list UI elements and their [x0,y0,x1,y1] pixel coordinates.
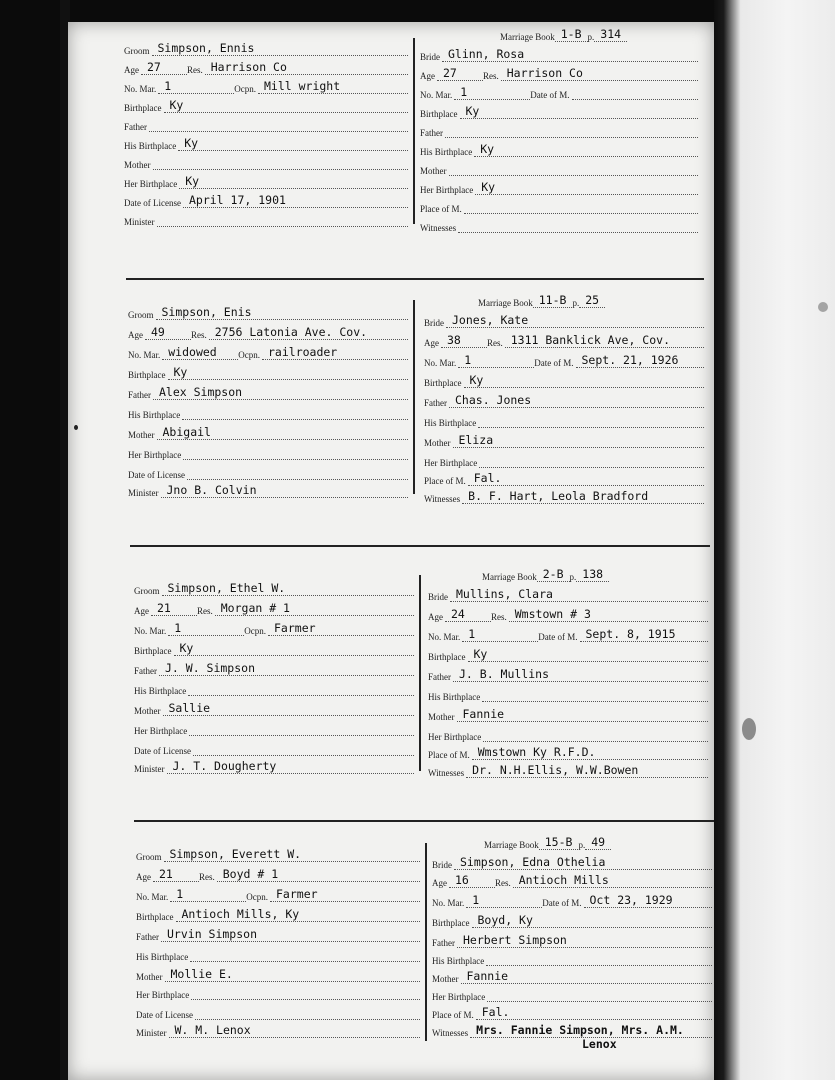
no-mar-label: No. Mar. [124,84,157,94]
his-birthplace-label: His Birthplace [136,952,189,962]
bride-residence: Wmstown # 3 [509,607,708,622]
marriage-book-number: 11-B [533,293,573,308]
age-label: Age [432,878,447,888]
bride-father [445,137,698,138]
his-birthplace-label: His Birthplace [432,956,485,966]
groom-birthplace: Ky [174,641,415,656]
marriage-book-page: 314 [594,27,627,42]
marriage-book-label: Marriage Book [478,298,533,308]
bride-date-of-m: Sept. 8, 1915 [580,627,709,642]
father-label: Father [136,932,159,942]
marriage-book-label: Marriage Book [482,572,537,582]
marriage-book-page: 138 [576,567,609,582]
page-label: p. [587,32,595,42]
groom-age: 49 [145,325,191,340]
groom-label: Groom [134,586,160,596]
witnesses-continuation: Lenox [582,1037,617,1051]
minister-label: Minister [124,217,155,227]
bride-mother: Fannie [457,707,709,722]
res-label: Res. [495,878,511,888]
date-of-license-label: Date of License [124,198,181,208]
bride-place-of-m: Fal. [468,471,704,486]
his-birthplace-label: His Birthplace [128,410,181,420]
his-birthplace-label: His Birthplace [134,686,187,696]
res-label: Res. [197,606,213,616]
bride-name: Glinn, Rosa [442,47,698,62]
age-label: Age [420,71,435,81]
father-label: Father [128,390,151,400]
bride-age: 24 [445,607,491,622]
father-label: Father [124,122,147,132]
groom-no-mar: 1 [158,79,234,94]
bride-her-birthplace: Ky [475,180,698,195]
bride-label: Bride [420,52,440,62]
birthplace-label: Birthplace [420,109,458,119]
groom-her-birthplace: Ky [179,174,408,189]
bride-his-birthplace [482,701,708,702]
bride-witnesses [458,232,698,233]
mother-label: Mother [128,430,155,440]
mother-label: Mother [134,706,161,716]
bride-mother [449,175,699,176]
groom-mother: Mollie E. [165,967,421,982]
res-label: Res. [491,612,507,622]
bride-birthplace: Ky [460,104,699,119]
no-mar-label: No. Mar. [424,358,457,368]
groom-father: Urvin Simpson [161,927,420,942]
date-of-m-label: Date of M. [542,898,582,908]
his-birthplace-label: His Birthplace [428,692,481,702]
groom-date-of-license [193,755,414,756]
place-of-m-label: Place of M. [424,476,466,486]
bride-father: J. B. Mullins [453,667,708,682]
marriage-book-label: Marriage Book [500,32,555,42]
res-label: Res. [487,338,503,348]
age-label: Age [134,606,149,616]
bride-name: Jones, Kate [446,313,704,328]
groom-no-mar: 1 [168,621,244,636]
bride-father: Herbert Simpson [457,933,712,948]
bride-no-mar: 1 [458,353,534,368]
res-label: Res. [191,330,207,340]
no-mar-label: No. Mar. [420,90,453,100]
marriage-book-number: 1-B [555,27,588,42]
date-of-m-label: Date of M. [534,358,574,368]
scan-right-margin [714,0,835,1080]
page-label: p. [572,298,580,308]
bride-place-of-m: Wmstown Ky R.F.D. [472,745,708,760]
bride-her-birthplace [483,741,708,742]
bride-birthplace: Ky [464,373,705,388]
groom-label: Groom [128,310,154,320]
groom-no-mar: 1 [170,887,246,902]
bride-place-of-m [464,213,698,214]
no-mar-label: No. Mar. [128,350,161,360]
bride-father: Chas. Jones [449,393,704,408]
bride-date-of-m: Oct 23, 1929 [584,893,713,908]
bride-date-of-m [572,99,699,100]
her-birthplace-label: Her Birthplace [124,179,178,189]
mother-label: Mother [432,974,459,984]
bride-label: Bride [428,592,448,602]
father-label: Father [134,666,157,676]
groom-date-of-license [187,479,408,480]
groom-age: 27 [141,60,187,75]
groom-father [149,131,408,132]
groom-her-birthplace [191,999,420,1000]
place-of-m-label: Place of M. [432,1010,474,1020]
his-birthplace-label: His Birthplace [424,418,477,428]
birthplace-label: Birthplace [124,103,162,113]
bride-birthplace: Boyd, Ky [472,913,713,928]
groom-occupation: Farmer [270,887,420,902]
groom-occupation: Farmer [268,621,414,636]
place-of-m-label: Place of M. [420,204,462,214]
groom-label: Groom [124,46,150,56]
birthplace-label: Birthplace [134,646,172,656]
minister-label: Minister [128,488,159,498]
groom-birthplace: Antioch Mills, Ky [176,907,421,922]
bride-birthplace: Ky [468,647,709,662]
bride-her-birthplace [487,1001,712,1002]
res-label: Res. [483,71,499,81]
bride-mother: Fannie [461,969,713,984]
bride-residence: 1311 Banklick Ave, Cov. [505,333,704,348]
mother-label: Mother [136,972,163,982]
groom-residence: Boyd # 1 [217,867,420,882]
marriage-book-page: 25 [579,293,605,308]
bride-age: 27 [437,66,483,81]
groom-mother: Abigail [157,425,409,440]
groom-his-birthplace [182,419,408,420]
no-mar-label: No. Mar. [432,898,465,908]
groom-mother [153,169,409,170]
bride-residence: Antioch Mills [513,873,712,888]
groom-label: Groom [136,852,162,862]
father-label: Father [424,398,447,408]
date-of-license-label: Date of License [128,470,185,480]
bride-label: Bride [424,318,444,328]
ocpn-label: Ocpn. [246,892,268,902]
her-birthplace-label: Her Birthplace [432,992,486,1002]
birthplace-label: Birthplace [136,912,174,922]
bride-label: Bride [432,860,452,870]
groom-name: Simpson, Ennis [152,41,409,56]
his-birthplace-label: His Birthplace [420,147,473,157]
mother-label: Mother [124,160,151,170]
her-birthplace-label: Her Birthplace [424,458,478,468]
record-divider [134,820,714,822]
column-divider [413,300,415,494]
date-of-license-label: Date of License [136,1010,193,1020]
scan-speck [818,302,828,312]
marriage-book-number: 2-B [537,567,570,582]
groom-his-birthplace: Ky [178,136,408,151]
bride-mother: Eliza [453,433,705,448]
bride-witnesses: B. F. Hart, Leola Bradford [462,489,704,504]
father-label: Father [420,128,443,138]
res-label: Res. [187,65,203,75]
marriage-book-label: Marriage Book [484,840,539,850]
marriage-book-number: 15-B [539,835,579,850]
her-birthplace-label: Her Birthplace [420,185,474,195]
age-label: Age [128,330,143,340]
age-label: Age [424,338,439,348]
age-label: Age [428,612,443,622]
groom-mother: Sallie [163,701,415,716]
bride-place-of-m: Fal. [476,1005,712,1020]
groom-residence: Morgan # 1 [215,601,414,616]
no-mar-label: No. Mar. [428,632,461,642]
date-of-m-label: Date of M. [538,632,578,642]
bride-age: 38 [441,333,487,348]
groom-occupation: railroader [262,345,408,360]
groom-age: 21 [151,601,197,616]
scan-dot [74,425,78,430]
groom-minister: Jno B. Colvin [161,483,409,498]
her-birthplace-label: Her Birthplace [136,990,190,1000]
column-divider [425,843,427,1041]
father-label: Father [428,672,451,682]
groom-minister [157,226,409,227]
groom-date-of-license: April 17, 1901 [183,193,408,208]
groom-her-birthplace [183,459,408,460]
groom-age: 21 [153,867,199,882]
minister-label: Minister [136,1028,167,1038]
record-divider [130,545,710,547]
bride-no-mar: 1 [462,627,538,642]
column-divider [419,575,421,771]
groom-minister: J. T. Dougherty [167,759,415,774]
age-label: Age [124,65,139,75]
witnesses-label: Witnesses [424,494,461,504]
birthplace-label: Birthplace [424,378,462,388]
groom-father: J. W. Simpson [159,661,414,676]
column-divider [413,38,415,224]
groom-residence: 2756 Latonia Ave. Cov. [209,325,408,340]
groom-name: Simpson, Everett W. [164,847,421,862]
father-label: Father [432,938,455,948]
page-label: p. [578,840,586,850]
ocpn-label: Ocpn. [238,350,260,360]
bride-her-birthplace [479,467,704,468]
her-birthplace-label: Her Birthplace [128,450,182,460]
bride-no-mar: 1 [466,893,542,908]
bride-name: Simpson, Edna Othelia [454,855,712,870]
groom-date-of-license [195,1019,420,1020]
record-divider [126,278,704,280]
groom-residence: Harrison Co [205,60,408,75]
ocpn-label: Ocpn. [244,626,266,636]
witnesses-label: Witnesses [428,768,465,778]
mother-label: Mother [428,712,455,722]
groom-name: Simpson, Ethel W. [162,581,415,596]
date-of-m-label: Date of M. [530,90,570,100]
his-birthplace-label: His Birthplace [124,141,177,151]
groom-name: Simpson, Enis [156,305,409,320]
age-label: Age [136,872,151,882]
her-birthplace-label: Her Birthplace [428,732,482,742]
bride-date-of-m: Sept. 21, 1926 [576,353,705,368]
birthplace-label: Birthplace [432,918,470,928]
groom-father: Alex Simpson [153,385,408,400]
res-label: Res. [199,872,215,882]
groom-minister: W. M. Lenox [169,1023,421,1038]
bride-witnesses: Mrs. Fannie Simpson, Mrs. A.M. [470,1023,712,1038]
witnesses-label: Witnesses [432,1028,469,1038]
place-of-m-label: Place of M. [428,750,470,760]
bride-his-birthplace [486,965,712,966]
witnesses-label: Witnesses [420,223,457,233]
date-of-license-label: Date of License [134,746,191,756]
birthplace-label: Birthplace [428,652,466,662]
groom-occupation: Mill wright [258,79,408,94]
mother-label: Mother [420,166,447,176]
minister-label: Minister [134,764,165,774]
scan-smudge [742,718,756,740]
bride-his-birthplace: Ky [474,142,698,157]
ocpn-label: Ocpn. [234,84,256,94]
groom-birthplace: Ky [168,365,409,380]
groom-his-birthplace [188,695,414,696]
her-birthplace-label: Her Birthplace [134,726,188,736]
bride-no-mar: 1 [454,85,530,100]
bride-his-birthplace [478,427,704,428]
groom-his-birthplace [190,961,420,962]
no-mar-label: No. Mar. [136,892,169,902]
bride-witnesses: Dr. N.H.Ellis, W.W.Bowen [466,763,708,778]
bride-name: Mullins, Clara [450,587,708,602]
birthplace-label: Birthplace [128,370,166,380]
bride-residence: Harrison Co [501,66,698,81]
groom-birthplace: Ky [164,98,409,113]
groom-no-mar: widowed [162,345,238,360]
page-label: p. [569,572,577,582]
no-mar-label: No. Mar. [134,626,167,636]
mother-label: Mother [424,438,451,448]
groom-her-birthplace [189,735,414,736]
marriage-book-page: 49 [585,835,611,850]
bride-age: 16 [449,873,495,888]
